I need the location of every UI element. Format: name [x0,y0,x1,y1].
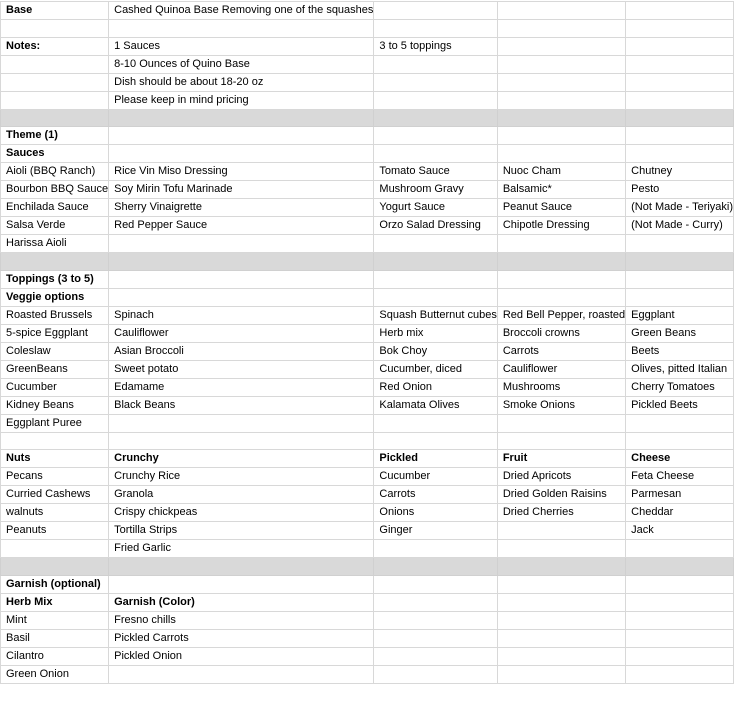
cell-r9-cC[interactable] [374,145,497,163]
cell-r2-cC[interactable] [374,20,497,38]
cell-r4-cE[interactable] [626,55,734,73]
cell-r30-cC[interactable]: Ginger [374,522,497,540]
cell-r19-cD[interactable]: Broccoli crowns [497,324,625,342]
cell-r28-cA[interactable]: Curried Cashews [1,486,109,504]
cell-r27-cA[interactable]: Pecans [1,468,109,486]
sheet-row [1,486,734,504]
cell-r8-cC[interactable] [374,127,497,145]
cell-r30-cB[interactable]: Tortilla Strips [109,522,374,540]
sheet-body [1,2,734,684]
cell-r13-cD[interactable]: Chipotle Dressing [497,217,625,235]
cell-r23-cC[interactable]: Kalamata Olives [374,396,497,414]
cell-r21-cE[interactable]: Olives, pitted Italian [626,360,734,378]
cell-r27-cC[interactable]: Cucumber [374,468,497,486]
cell-r26-cC[interactable]: Pickled [374,450,497,468]
sheet-row [1,468,734,486]
cell-r28-cB[interactable]: Granola [109,486,374,504]
cell-r18-cB[interactable]: Spinach [109,306,374,324]
cell-r33-cC[interactable] [374,575,497,593]
separator-row [1,253,734,271]
cell-r26-cE[interactable]: Cheese [626,450,734,468]
cell-r12-cE[interactable]: (Not Made - Teriyaki) [626,199,734,217]
cell-r32-cB[interactable] [109,558,374,576]
cell-r22-cA[interactable]: Cucumber [1,378,109,396]
sheet-row [1,414,734,432]
cell-r6-cA[interactable] [1,91,109,109]
cell-r10-cD[interactable]: Nuoc Cham [497,163,625,181]
cell-r21-cC[interactable]: Cucumber, diced [374,360,497,378]
cell-r17-cB[interactable] [109,288,374,306]
cell-r30-cD[interactable] [497,522,625,540]
cell-r35-cA[interactable]: Mint [1,611,109,629]
cell-r31-cC[interactable] [374,540,497,558]
cell-r33-cB[interactable] [109,575,374,593]
cell-r27-cD[interactable]: Dried Apricots [497,468,625,486]
cell-r34-cD[interactable] [497,593,625,611]
sheet-row [1,91,734,109]
cell-r4-cC[interactable] [374,55,497,73]
cell-r19-cE[interactable]: Green Beans [626,324,734,342]
cell-r31-cB[interactable]: Fried Garlic [109,540,374,558]
sheet-row [1,504,734,522]
cell-r35-cB[interactable]: Fresno chills [109,611,374,629]
cell-r10-cC[interactable]: Tomato Sauce [374,163,497,181]
cell-r12-cA[interactable]: Enchilada Sauce [1,199,109,217]
cell-r20-cD[interactable]: Carrots [497,342,625,360]
cell-r35-cC[interactable] [374,611,497,629]
cell-r2-cB[interactable] [109,20,374,38]
cell-r10-cE[interactable]: Chutney [626,163,734,181]
cell-r13-cB[interactable]: Red Pepper Sauce [109,217,374,235]
cell-r36-cE[interactable] [626,629,734,647]
sheet-row [1,20,734,38]
cell-r25-cE[interactable] [626,432,734,450]
cell-r26-cA[interactable]: Nuts [1,450,109,468]
cell-r3-cB[interactable]: 1 Sauces [109,37,374,55]
cell-r11-cD[interactable]: Balsamic* [497,181,625,199]
cell-r1-cA[interactable]: Base [1,2,109,20]
cell-r16-cA[interactable]: Toppings (3 to 5) [1,270,109,288]
cell-r6-cB[interactable]: Please keep in mind pricing [109,91,374,109]
cell-r7-cD[interactable] [497,109,625,127]
sheet-row [1,611,734,629]
cell-r26-cB[interactable]: Crunchy [109,450,374,468]
cell-r27-cB[interactable]: Crunchy Rice [109,468,374,486]
cell-r32-cD[interactable] [497,558,625,576]
cell-r16-cB[interactable] [109,270,374,288]
cell-r33-cD[interactable] [497,575,625,593]
cell-r20-cB[interactable]: Asian Broccoli [109,342,374,360]
cell-r25-cC[interactable] [374,432,497,450]
sheet-row [1,2,734,20]
cell-r25-cA[interactable] [1,432,109,450]
cell-r38-cE[interactable] [626,665,734,683]
sheet-row [1,378,734,396]
cell-r1-cB[interactable]: Cashed Quinoa Base Removing one of the squashes [109,2,374,20]
cell-r22-cB[interactable]: Edamame [109,378,374,396]
spreadsheet-grid [0,1,734,684]
cell-r35-cE[interactable] [626,611,734,629]
sheet-row [1,665,734,683]
cell-r29-cB[interactable]: Crispy chickpeas [109,504,374,522]
cell-r29-cE[interactable]: Cheddar [626,504,734,522]
cell-r1-cC[interactable] [374,2,497,20]
cell-r31-cD[interactable] [497,540,625,558]
cell-r16-cC[interactable] [374,270,497,288]
cell-r32-cA[interactable] [1,558,109,576]
cell-r7-cB[interactable] [109,109,374,127]
cell-r13-cA[interactable]: Salsa Verde [1,217,109,235]
cell-r13-cC[interactable]: Orzo Salad Dressing [374,217,497,235]
cell-r32-cE[interactable] [626,558,734,576]
separator-row [1,558,734,576]
cell-r35-cD[interactable] [497,611,625,629]
sheet-row [1,235,734,253]
cell-r7-cC[interactable] [374,109,497,127]
cell-r38-cD[interactable] [497,665,625,683]
sheet-row [1,432,734,450]
cell-r24-cD[interactable] [497,414,625,432]
cell-r5-cA[interactable] [1,73,109,91]
sheet-row [1,342,734,360]
cell-r24-cB[interactable] [109,414,374,432]
cell-r8-cB[interactable] [109,127,374,145]
cell-r14-cD[interactable] [497,235,625,253]
cell-r28-cE[interactable]: Parmesan [626,486,734,504]
cell-r16-cE[interactable] [626,270,734,288]
cell-r24-cE[interactable] [626,414,734,432]
cell-r6-cD[interactable] [497,91,625,109]
cell-r17-cD[interactable] [497,288,625,306]
cell-r8-cD[interactable] [497,127,625,145]
sheet-row [1,288,734,306]
cell-r37-cB[interactable]: Pickled Onion [109,647,374,665]
cell-r16-cD[interactable] [497,270,625,288]
cell-r22-cC[interactable]: Red Onion [374,378,497,396]
cell-r26-cD[interactable]: Fruit [497,450,625,468]
cell-r21-cD[interactable]: Cauliflower [497,360,625,378]
cell-r36-cA[interactable]: Basil [1,629,109,647]
cell-r19-cB[interactable]: Cauliflower [109,324,374,342]
cell-r28-cD[interactable]: Dried Golden Raisins [497,486,625,504]
cell-r32-cC[interactable] [374,558,497,576]
cell-r3-cD[interactable] [497,37,625,55]
cell-r25-cB[interactable] [109,432,374,450]
sheet-row [1,127,734,145]
cell-r11-cB[interactable]: Soy Mirin Tofu Marinade [109,181,374,199]
cell-r18-cA[interactable]: Roasted Brussels [1,306,109,324]
cell-r21-cB[interactable]: Sweet potato [109,360,374,378]
cell-r14-cA[interactable]: Harissa Aioli [1,235,109,253]
cell-r23-cA[interactable]: Kidney Beans [1,396,109,414]
cell-r9-cD[interactable] [497,145,625,163]
cell-r15-cD[interactable] [497,253,625,271]
cell-r33-cE[interactable] [626,575,734,593]
cell-r33-cA[interactable]: Garnish (optional) [1,575,109,593]
cell-r23-cB[interactable]: Black Beans [109,396,374,414]
sheet-row [1,396,734,414]
cell-r18-cD[interactable]: Red Bell Pepper, roasted [497,306,625,324]
sheet-row [1,324,734,342]
cell-r4-cA[interactable] [1,55,109,73]
cell-r10-cB[interactable]: Rice Vin Miso Dressing [109,163,374,181]
cell-r17-cA[interactable]: Veggie options [1,288,109,306]
sheet-row [1,593,734,611]
cell-r14-cC[interactable] [374,235,497,253]
separator-row [1,109,734,127]
sheet-row [1,181,734,199]
cell-r3-cA[interactable]: Notes: [1,37,109,55]
cell-r15-cB[interactable] [109,253,374,271]
cell-r17-cC[interactable] [374,288,497,306]
cell-r30-cA[interactable]: Peanuts [1,522,109,540]
cell-r8-cA[interactable]: Theme (1) [1,127,109,145]
cell-r20-cE[interactable]: Beets [626,342,734,360]
cell-r13-cE[interactable]: (Not Made - Curry) [626,217,734,235]
cell-r18-cC[interactable]: Squash Butternut cubes [374,306,497,324]
cell-r9-cA[interactable]: Sauces [1,145,109,163]
cell-r9-cB[interactable] [109,145,374,163]
cell-r29-cA[interactable]: walnuts [1,504,109,522]
cell-r25-cD[interactable] [497,432,625,450]
cell-r8-cE[interactable] [626,127,734,145]
cell-r15-cA[interactable] [1,253,109,271]
cell-r22-cD[interactable]: Mushrooms [497,378,625,396]
sheet-row [1,199,734,217]
sheet-row [1,629,734,647]
cell-r12-cB[interactable]: Sherry Vinaigrette [109,199,374,217]
cell-r27-cE[interactable]: Feta Cheese [626,468,734,486]
cell-r7-cE[interactable] [626,109,734,127]
cell-r5-cB[interactable]: Dish should be about 18-20 oz [109,73,374,91]
cell-r29-cC[interactable]: Onions [374,504,497,522]
cell-r38-cB[interactable] [109,665,374,683]
cell-r21-cA[interactable]: GreenBeans [1,360,109,378]
sheet-row [1,306,734,324]
cell-r5-cE[interactable] [626,73,734,91]
cell-r3-cC[interactable]: 3 to 5 toppings [374,37,497,55]
cell-r24-cC[interactable] [374,414,497,432]
cell-r6-cC[interactable] [374,91,497,109]
cell-r37-cD[interactable] [497,647,625,665]
cell-r2-cD[interactable] [497,20,625,38]
cell-r31-cA[interactable] [1,540,109,558]
cell-r23-cD[interactable]: Smoke Onions [497,396,625,414]
cell-r30-cE[interactable]: Jack [626,522,734,540]
sheet-row [1,575,734,593]
sheet-row [1,37,734,55]
cell-r12-cD[interactable]: Peanut Sauce [497,199,625,217]
cell-r37-cA[interactable]: Cilantro [1,647,109,665]
cell-r11-cA[interactable]: Bourbon BBQ Sauce [1,181,109,199]
cell-r34-cB[interactable]: Garnish (Color) [109,593,374,611]
cell-r12-cC[interactable]: Yogurt Sauce [374,199,497,217]
cell-r11-cC[interactable]: Mushroom Gravy [374,181,497,199]
sheet-row [1,360,734,378]
cell-r19-cA[interactable]: 5-spice Eggplant [1,324,109,342]
cell-r20-cC[interactable]: Bok Choy [374,342,497,360]
cell-r19-cC[interactable]: Herb mix [374,324,497,342]
cell-r2-cA[interactable] [1,20,109,38]
sheet-row [1,270,734,288]
cell-r4-cD[interactable] [497,55,625,73]
sheet-row [1,145,734,163]
cell-r23-cE[interactable]: Pickled Beets [626,396,734,414]
cell-r5-cC[interactable] [374,73,497,91]
cell-r36-cC[interactable] [374,629,497,647]
cell-r7-cA[interactable] [1,109,109,127]
cell-r34-cC[interactable] [374,593,497,611]
cell-r10-cA[interactable]: Aioli (BBQ Ranch) [1,163,109,181]
cell-r4-cB[interactable]: 8-10 Ounces of Quino Base [109,55,374,73]
cell-r20-cA[interactable]: Coleslaw [1,342,109,360]
cell-r15-cC[interactable] [374,253,497,271]
cell-r37-cC[interactable] [374,647,497,665]
cell-r2-cE[interactable] [626,20,734,38]
cell-r38-cC[interactable] [374,665,497,683]
sheet-row [1,55,734,73]
cell-r22-cE[interactable]: Cherry Tomatoes [626,378,734,396]
cell-r17-cE[interactable] [626,288,734,306]
sheet-row [1,217,734,235]
cell-r3-cE[interactable] [626,37,734,55]
sheet-row [1,73,734,91]
cell-r5-cD[interactable] [497,73,625,91]
cell-r14-cB[interactable] [109,235,374,253]
cell-r6-cE[interactable] [626,91,734,109]
sheet-row [1,540,734,558]
sheet-row [1,450,734,468]
cell-r38-cA[interactable]: Green Onion [1,665,109,683]
cell-r1-cD[interactable] [497,2,625,20]
cell-r9-cE[interactable] [626,145,734,163]
cell-r37-cE[interactable] [626,647,734,665]
cell-r14-cE[interactable] [626,235,734,253]
cell-r36-cD[interactable] [497,629,625,647]
cell-r15-cE[interactable] [626,253,734,271]
cell-r29-cD[interactable]: Dried Cherries [497,504,625,522]
cell-r31-cE[interactable] [626,540,734,558]
sheet-row [1,163,734,181]
cell-r24-cA[interactable]: Eggplant Puree [1,414,109,432]
cell-r1-cE[interactable] [626,2,734,20]
sheet-row [1,647,734,665]
cell-r18-cE[interactable]: Eggplant [626,306,734,324]
cell-r36-cB[interactable]: Pickled Carrots [109,629,374,647]
cell-r34-cE[interactable] [626,593,734,611]
sheet-row [1,522,734,540]
cell-r28-cC[interactable]: Carrots [374,486,497,504]
cell-r34-cA[interactable]: Herb Mix [1,593,109,611]
cell-r11-cE[interactable]: Pesto [626,181,734,199]
